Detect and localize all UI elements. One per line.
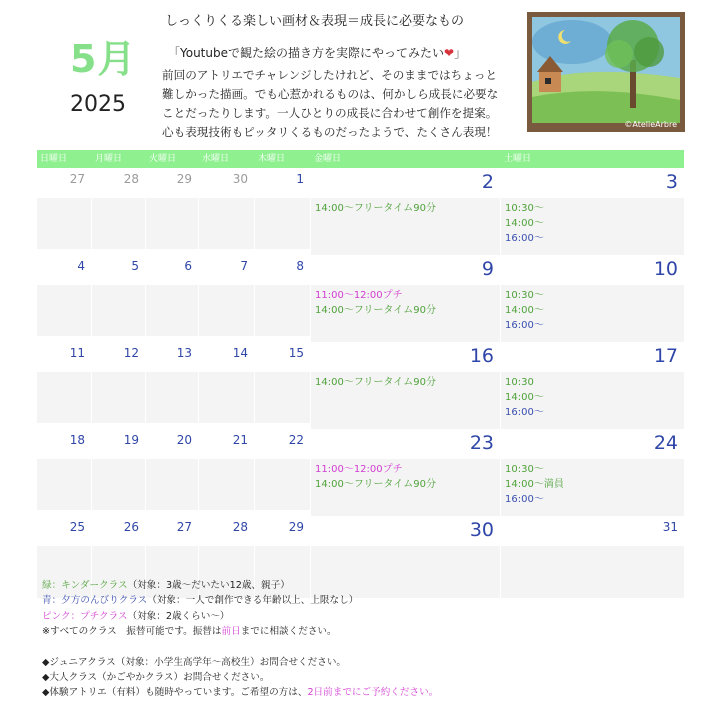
week-1-events bbox=[37, 198, 684, 255]
day-cell bbox=[255, 168, 311, 198]
day-cell bbox=[92, 255, 146, 285]
date-number: 30 bbox=[232, 172, 248, 186]
date-number: 19 bbox=[123, 433, 139, 447]
weekday-sun: 日曜日 bbox=[40, 154, 68, 164]
date-number: 26 bbox=[123, 520, 139, 534]
event-cell bbox=[255, 372, 311, 423]
date-number: 11 bbox=[69, 346, 85, 360]
watercolor-illustration bbox=[527, 12, 685, 132]
date-number: 5 bbox=[131, 259, 139, 273]
weekday-fri: 金曜日 bbox=[314, 154, 342, 164]
weekday-header bbox=[37, 150, 684, 168]
day-cell bbox=[199, 255, 255, 285]
class-slot: 14:00〜フリータイム90分 bbox=[315, 377, 436, 388]
day-cell bbox=[92, 429, 146, 459]
date-number: 28 bbox=[232, 520, 248, 534]
note-text: ◆体験アトリエ（有料）も随時やっています。ご希望の方は、 bbox=[42, 687, 308, 699]
adult-class-note: ◆大人クラス（かごやかクラス）お問合せください。 bbox=[42, 672, 270, 684]
day-cell bbox=[92, 516, 146, 546]
class-slot: 14:00〜満員 bbox=[505, 479, 564, 490]
event-cell bbox=[199, 198, 255, 249]
class-slot: 14:00〜フリータイム90分 bbox=[315, 305, 436, 316]
quote-end: 」 bbox=[454, 46, 467, 60]
event-cell bbox=[199, 372, 255, 423]
event-cell bbox=[146, 459, 199, 510]
legend-label: 緑：キンダークラス bbox=[42, 580, 128, 591]
day-cell bbox=[255, 255, 311, 285]
date-number: 9 bbox=[481, 258, 494, 280]
event-cell bbox=[37, 198, 92, 249]
day-cell bbox=[37, 516, 92, 546]
saturday-events bbox=[501, 285, 684, 342]
class-slot: 11:00〜12:00プチ bbox=[315, 464, 403, 475]
day-cell bbox=[199, 168, 255, 198]
date-number: 7 bbox=[240, 259, 248, 273]
day-cell bbox=[37, 342, 92, 372]
day-cell-friday bbox=[311, 516, 501, 546]
class-slot: 14:00〜 bbox=[505, 392, 544, 403]
class-slot: 16:00〜 bbox=[505, 494, 544, 505]
date-number: 27 bbox=[176, 520, 192, 534]
event-cell bbox=[37, 459, 92, 510]
calendar bbox=[37, 150, 684, 598]
date-number: 6 bbox=[184, 259, 192, 273]
date-number: 30 bbox=[469, 519, 494, 541]
date-number: 22 bbox=[288, 433, 304, 447]
year-label: 2025 bbox=[70, 92, 126, 117]
date-number: 27 bbox=[69, 172, 85, 186]
legend-pink bbox=[42, 609, 438, 624]
note-text: ※すべてのクラス 振替可能です。振替は bbox=[42, 626, 222, 638]
event-cell bbox=[199, 459, 255, 510]
legend-desc: （対象：2歳くらい〜） bbox=[127, 610, 230, 622]
day-cell bbox=[146, 516, 199, 546]
legend bbox=[42, 578, 438, 701]
event-cell bbox=[255, 459, 311, 510]
event-cell bbox=[146, 198, 199, 249]
legend-green bbox=[42, 578, 438, 593]
saturday-events bbox=[501, 198, 684, 255]
class-slot: 14:00〜フリータイム90分 bbox=[315, 203, 436, 214]
date-number: 29 bbox=[176, 172, 192, 186]
date-number: 23 bbox=[469, 432, 494, 454]
week-5-dates bbox=[37, 516, 684, 546]
day-cell-saturday bbox=[501, 168, 684, 198]
note-highlight: 2日前までにご予約ください。 bbox=[307, 687, 439, 699]
description-line: 難しかった描画。でも心惹かれるものは、何かしら成長に必要な bbox=[162, 87, 499, 101]
weekday-thu: 木曜日 bbox=[258, 154, 286, 164]
event-cell bbox=[92, 198, 146, 249]
date-number: 8 bbox=[296, 259, 304, 273]
week-4-dates bbox=[37, 429, 684, 459]
class-slot: 16:00〜 bbox=[505, 320, 544, 331]
description-line: 前回のアトリエでチャレンジしたけれど、そのままではちょっと bbox=[162, 68, 498, 82]
transfer-note bbox=[42, 624, 438, 639]
quote bbox=[168, 44, 466, 61]
class-slot: 14:00〜 bbox=[505, 305, 544, 316]
week-2-events bbox=[37, 285, 684, 342]
class-slot: 11:00〜12:00プチ bbox=[315, 290, 403, 301]
note-text: までに相談ください。 bbox=[240, 626, 337, 638]
event-cell bbox=[199, 285, 255, 336]
event-cell bbox=[501, 546, 684, 598]
week-3-events bbox=[37, 372, 684, 429]
week-3-dates bbox=[37, 342, 684, 372]
legend-label: 青：夕方のんびりクラス bbox=[42, 595, 148, 607]
day-cell bbox=[146, 342, 199, 372]
description bbox=[162, 66, 522, 142]
note-highlight: 前日 bbox=[221, 626, 241, 638]
trial-note bbox=[42, 685, 438, 700]
day-cell bbox=[146, 255, 199, 285]
date-number: 25 bbox=[69, 520, 85, 534]
day-cell bbox=[92, 342, 146, 372]
date-number: 2 bbox=[481, 171, 494, 193]
day-cell bbox=[37, 255, 92, 285]
day-cell bbox=[146, 429, 199, 459]
event-cell bbox=[92, 459, 146, 510]
day-cell bbox=[37, 168, 92, 198]
friday-events bbox=[311, 285, 501, 342]
date-number: 18 bbox=[69, 433, 85, 447]
date-number: 4 bbox=[77, 259, 85, 273]
weekday-sat: 土曜日 bbox=[504, 154, 532, 164]
date-number: 1 bbox=[296, 172, 304, 186]
date-number: 13 bbox=[176, 346, 192, 360]
date-number: 31 bbox=[662, 520, 678, 534]
class-slot: 14:00〜フリータイム90分 bbox=[315, 479, 436, 490]
legend-blue bbox=[42, 593, 438, 608]
event-cell bbox=[146, 285, 199, 336]
day-cell bbox=[37, 429, 92, 459]
class-slot: 14:00〜 bbox=[505, 218, 544, 229]
date-number: 16 bbox=[469, 345, 494, 367]
day-cell bbox=[199, 342, 255, 372]
friday-events bbox=[311, 372, 501, 429]
date-number: 10 bbox=[653, 258, 678, 280]
event-cell bbox=[92, 285, 146, 336]
date-number: 21 bbox=[232, 433, 248, 447]
month-title: 5月 bbox=[70, 37, 137, 81]
artwork-image bbox=[527, 12, 685, 132]
date-number: 28 bbox=[123, 172, 139, 186]
day-cell-friday bbox=[311, 255, 501, 285]
event-cell bbox=[255, 285, 311, 336]
date-number: 29 bbox=[288, 520, 304, 534]
day-cell-saturday bbox=[501, 516, 684, 546]
friday-events bbox=[311, 198, 501, 255]
description-line: ことだったりします。一人ひとりの成長に合わせて創作を提案。 bbox=[162, 106, 498, 120]
class-slot: 10:30 bbox=[505, 377, 534, 388]
day-cell bbox=[199, 429, 255, 459]
day-cell-friday bbox=[311, 429, 501, 459]
day-cell bbox=[255, 429, 311, 459]
weekday-mon: 月曜日 bbox=[95, 154, 123, 164]
weekday-tue: 火曜日 bbox=[149, 154, 177, 164]
class-slot: 16:00〜 bbox=[505, 233, 544, 244]
week-2-dates bbox=[37, 255, 684, 285]
date-number: 14 bbox=[232, 346, 248, 360]
day-cell-saturday bbox=[501, 255, 684, 285]
headline: しっくりくる楽しい画材＆表現＝成長に必要なもの bbox=[165, 14, 465, 29]
date-number: 24 bbox=[653, 432, 678, 454]
date-number: 20 bbox=[176, 433, 192, 447]
legend-desc: （対象：3歳〜だいたい12歳、親子） bbox=[127, 580, 290, 591]
art-credit: ©AtelieArbre bbox=[624, 120, 677, 129]
quote-text: 「Youtubeで観た絵の描き方を実際にやってみたい bbox=[168, 46, 444, 60]
class-slot: 10:30〜 bbox=[505, 464, 544, 475]
day-cell bbox=[199, 516, 255, 546]
class-slot: 16:00〜 bbox=[505, 407, 544, 418]
weekday-wed: 水曜日 bbox=[202, 154, 230, 164]
day-cell bbox=[92, 168, 146, 198]
day-cell-saturday bbox=[501, 429, 684, 459]
event-cell bbox=[92, 372, 146, 423]
description-line: 心も表現技術もピッタリくるものだったようで、たくさん表現！ bbox=[162, 125, 498, 139]
event-cell bbox=[146, 372, 199, 423]
legend-desc: （対象：一人で創作できる年齢以上、上限なし） bbox=[147, 595, 359, 607]
saturday-events bbox=[501, 372, 684, 429]
date-number: 15 bbox=[288, 346, 304, 360]
day-cell bbox=[255, 342, 311, 372]
date-number: 17 bbox=[653, 345, 678, 367]
friday-events bbox=[311, 459, 501, 516]
day-cell-friday bbox=[311, 342, 501, 372]
saturday-events bbox=[501, 459, 684, 516]
day-cell-saturday bbox=[501, 342, 684, 372]
legend-label: ピンク：プチクラス bbox=[42, 610, 128, 622]
week-1-dates bbox=[37, 168, 684, 198]
heart-icon: ❤ bbox=[444, 46, 455, 60]
spacer bbox=[42, 640, 438, 655]
event-cell bbox=[255, 198, 311, 249]
date-number: 12 bbox=[123, 346, 139, 360]
event-cell bbox=[37, 285, 92, 336]
class-slot: 10:30〜 bbox=[505, 290, 544, 301]
class-slot: 10:30〜 bbox=[505, 203, 544, 214]
day-cell bbox=[255, 516, 311, 546]
junior-class-note: ◆ジュニアクラス（対象：小学生高学年〜高校生）お問合せください。 bbox=[42, 656, 347, 668]
day-cell bbox=[146, 168, 199, 198]
event-cell bbox=[37, 372, 92, 423]
day-cell-friday bbox=[311, 168, 501, 198]
week-4-events bbox=[37, 459, 684, 516]
date-number: 3 bbox=[665, 171, 678, 193]
